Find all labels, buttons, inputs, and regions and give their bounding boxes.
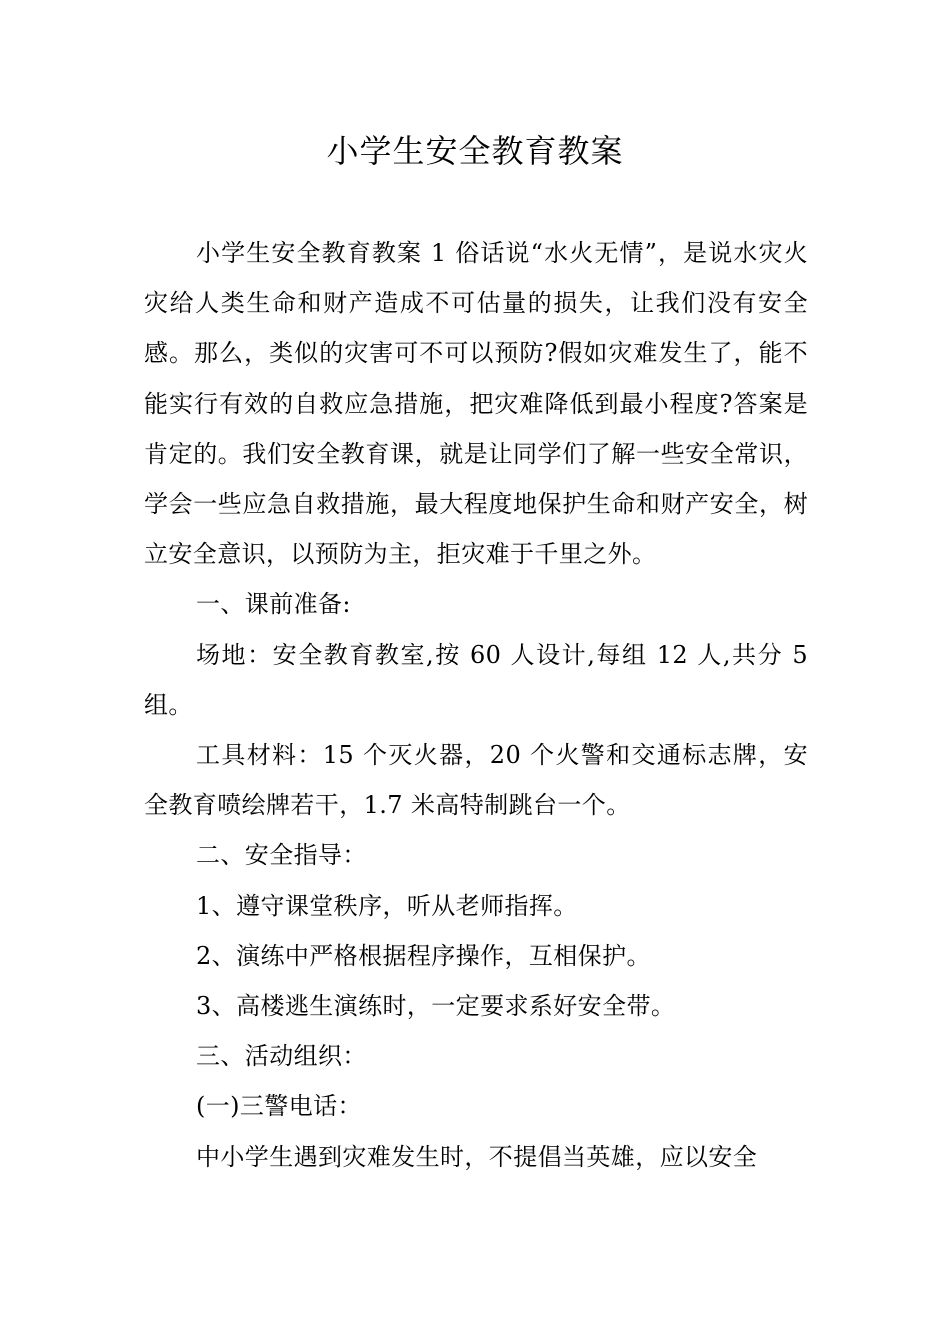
document-body bbox=[144, 228, 808, 1182]
heading-safety-guidance: 二、安全指导： bbox=[196, 841, 367, 870]
subheading-emergency-calls: (一)三警电话： bbox=[196, 1092, 362, 1121]
paragraph-emergency-intro: 中小学生遇到灾难发生时，不提倡当英雄，应以安全 bbox=[196, 1142, 758, 1171]
paragraph-intro: 小学生安全教育教案 1 俗话说“水火无情”，是说水灾火灾给人类生命和财产造成不可估量的损失，让我们没有安全感。那么，类似的灾害可不可以预防?假如灾难发生了，能不能实行有效的自救应急措施，把灾难降低到最小程度?答案是肯定的。我们安全教育课，就是让同学们了解一些安全常识，学会一些应急自救措施，最大程度地保护生命和财产安全，树立安全意识，以预防为主，拒灾难于千里之外。 bbox=[144, 239, 808, 569]
list-item-guidance-2: 2、演练中严格根据程序操作，互相保护。 bbox=[196, 941, 651, 970]
paragraph-materials: 工具材料：15 个灭火器，20 个火警和交通标志牌，安全教育喷绘牌若干，1.7 米高特制跳台一个。 bbox=[144, 741, 808, 820]
list-item-guidance-3: 3、高楼逃生演练时，一定要求系好安全带。 bbox=[196, 992, 676, 1021]
document-title: 小学生安全教育教案 bbox=[326, 132, 624, 170]
heading-activity-organization: 三、活动组织： bbox=[196, 1042, 367, 1071]
paragraph-venue: 场地：安全教育教室,按 60 人设计,每组 12 人,共分 5 组。 bbox=[144, 640, 808, 719]
heading-preparation: 一、课前准备: bbox=[196, 590, 351, 619]
list-item-guidance-1: 1、遵守课堂秩序，听从老师指挥。 bbox=[196, 891, 578, 920]
